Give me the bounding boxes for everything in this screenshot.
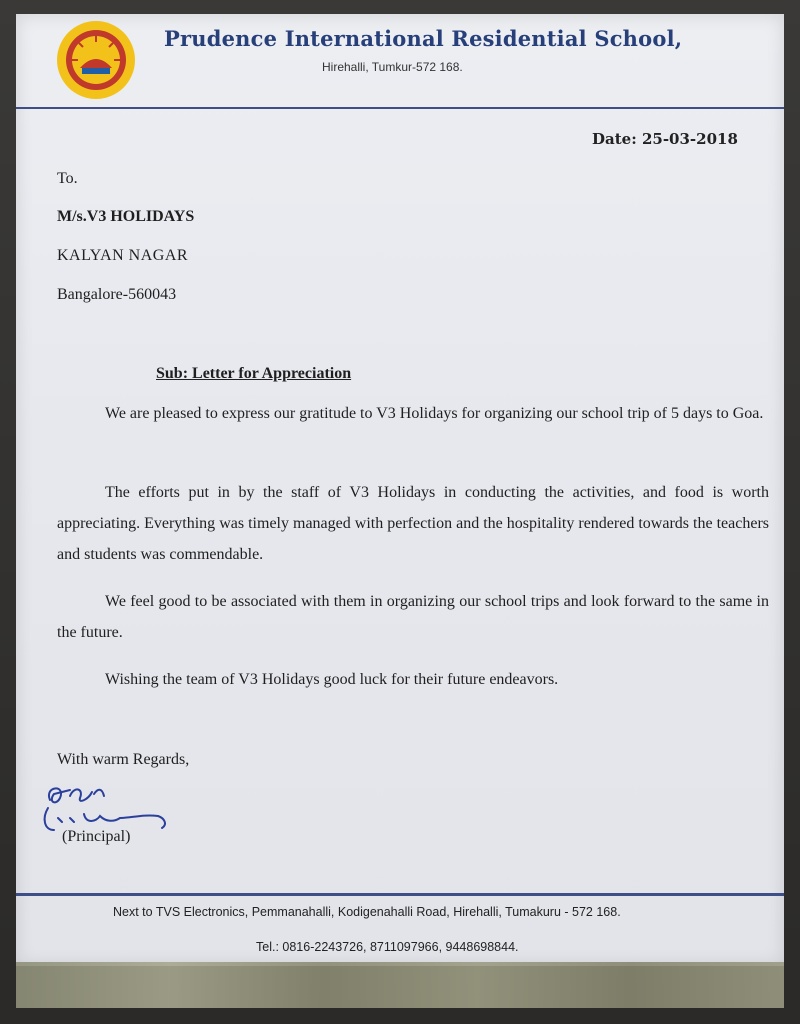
school-address: Hirehalli, Tumkur-572 168. [322,60,463,74]
closing-regards: With warm Regards, [57,751,190,768]
footer-phone: Tel.: 0816-2243726, 8711097966, 9448698844. [256,940,519,954]
body-paragraph: Wishing the team of V3 Holidays good luck for their future endeavors. [105,671,559,688]
recipient-city: Bangalore-560043 [57,286,177,303]
recipient-area: KALYAN NAGAR [57,247,189,264]
body-paragraph: We feel good to be associated with them in organizing our school trips and look forward to the same in the future. [57,593,769,641]
school-name: Prudence International Residential School, [164,26,683,51]
salutation-to: To. [57,170,78,187]
header-divider [16,107,784,109]
footer-address: Next to TVS Electronics, Pemmanahalli, Kodigenahalli Road, Hirehalli, Tumakuru - 572 168. [113,905,621,919]
letter-date: Date: 25-03-2018 [592,130,738,148]
body-paragraph: We are pleased to express our gratitude to V3 Holidays for organizing our school trip of 5 days to Goa. [105,405,764,422]
letter-subject: Sub: Letter for Appreciation [156,365,352,382]
body-paragraph: The efforts put in by the staff of V3 Holidays in conducting the activities, and food is worth appreciating. Everything was timely managed with perfection and the hospitality rendered towards the teachers and students was commendable. [57,484,769,563]
principal-designation: (Principal) [62,828,131,845]
school-logo-icon [56,20,136,100]
footer-divider [16,893,784,896]
background-strip [16,962,784,1008]
recipient-name: M/s.V3 HOLIDAYS [57,208,195,225]
